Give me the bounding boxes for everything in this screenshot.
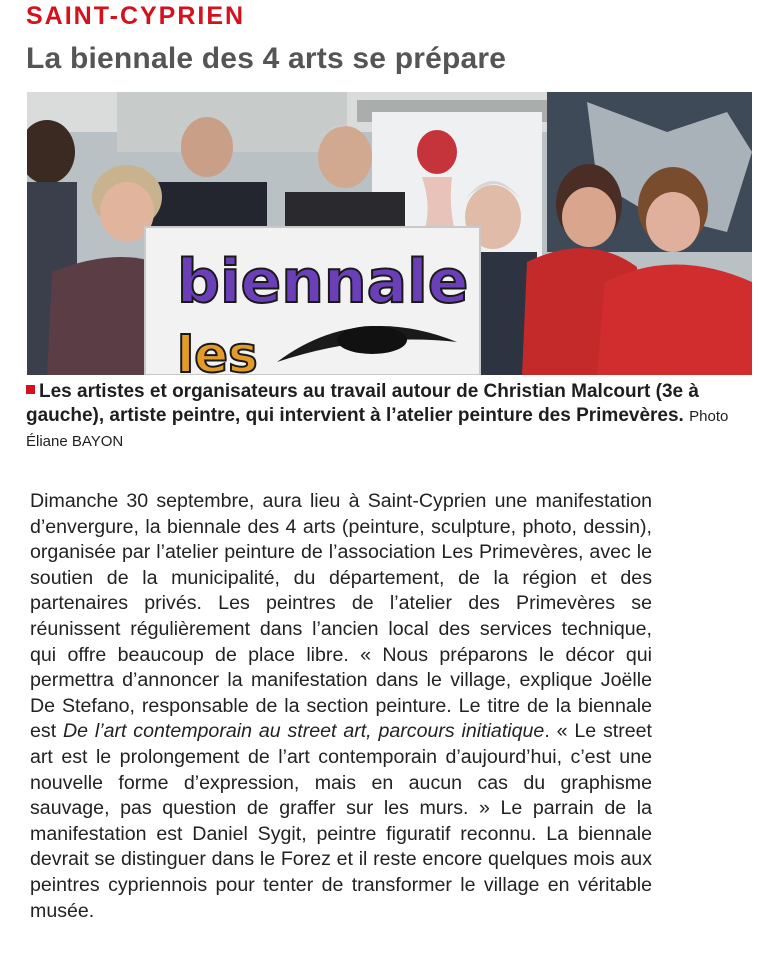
photo-illustration — [27, 92, 752, 375]
biennale-title: De l’art contemporain au street art, parcours initiatique — [62, 720, 545, 743]
article-body — [30, 489, 652, 924]
sign-word: biennale — [177, 247, 469, 317]
photo-credit: Photo Éliane BAYON — [26, 408, 729, 450]
caption-text: Les artistes et organisateurs au travail autour de Christian Malcourt (3e à gauche), artiste peintre, qui intervient à l’atelier peinture des Primevères. — [26, 381, 699, 426]
caption-bullet-icon — [26, 385, 35, 394]
body-paragraph-1: Dimanche 30 septembre, aura lieu à Saint-Cyprien une manifestation d’envergure, la biennale des 4 arts (peinture, sculpture, photo, dessin), organisée par l’atelier peinture de l’association Les Primevères, avec le soutien de la municipalité, du département, de la région et des partenaires privés. Les peintres de l’atelier des Primevères se réunissent régulièrement dans l’ancien local des services technique, qui offre beaucoup de place libre. « Nous préparons le décor qui permettra d’annoncer la manifestation dans le village, explique Joëlle De Stefano, responsable de la section peinture. Le titre de la biennale est — [30, 490, 652, 743]
article-headline: La biennale des 4 arts se prépare — [26, 42, 507, 75]
article-photo — [27, 92, 752, 375]
sign-word-2: les — [177, 326, 258, 375]
body-paragraph-2: . « Le street art est le prolongement de l’art contemporain d’aujourd’hui, c’est une nouvelle forme d’expression, mais en aucun cas du graphisme sauvage, pas question de graffer sur les murs. » Le parrain de la manifestation est Daniel Sygit, peintre figuratif reconnu. La biennale devrait se distinguer dans le Forez et il reste encore quelques mois aux peintres cypriennois pour tenter de transformer le village en véritable musée. — [30, 720, 652, 922]
article-kicker: SAINT-CYPRIEN — [26, 2, 246, 30]
photo-caption — [26, 380, 736, 454]
